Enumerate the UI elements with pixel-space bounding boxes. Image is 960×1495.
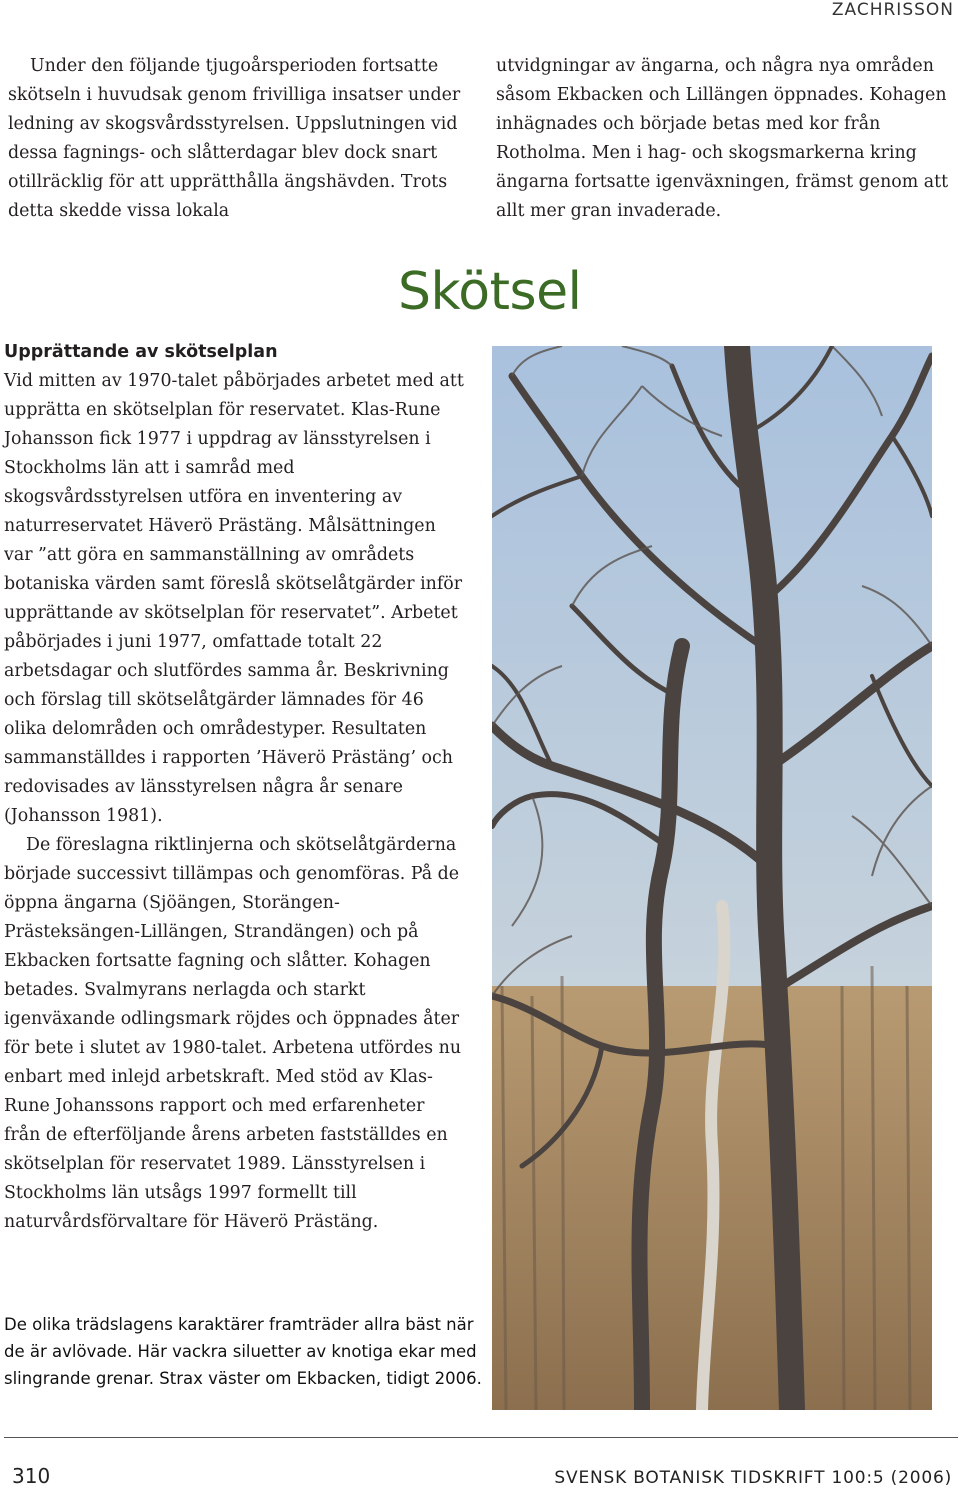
page-number: 310 [12, 1464, 51, 1488]
subheading: Upprättande av skötselplan [4, 342, 278, 362]
body-paragraph-1: Vid mitten av 1970-talet påbörjades arbetet med att upprätta en skötselplan för reservatet. Klas-Rune Johansson fick 1977 i uppdrag av länsstyrelsen i Stockholms län att i samråd med skogsvårdsstyrelsen utföra en inventering av naturreservatet Häverö Prästäng. Målsättningen var ”att göra en sammanställning av områdets botaniska värden samt föreslå skötselåtgärder inför upprättande av skötselplan för reservatet”. Arbetet påbörjades i juni 1977, omfattade totalt 22 arbetsdagar och slutfördes samma år. Beskrivning och förslag till skötselåtgärder lämnades för 46 olika delområden och områdestyper. Resultaten sammanställdes i rapporten ’Häverö Prästäng’ och redovisades av länsstyrelsen några år senare (Johansson 1981). [4, 371, 464, 826]
intro-left-paragraph: Under den följande tjugoårsperioden fortsatte skötseln i huvudsak genom frivilliga insatser under ledning av skogsvårdsstyrelsen. Uppslutningen vid dessa fagnings- och slåtterdagar blev dock snart otillräcklig för att upprätthålla ängshävden. Trots detta skedde vissa lokala [8, 56, 461, 221]
photo-caption: De olika trädslagens karaktärer framträder allra bäst när de är avlövade. Här vackra siluetter av knotiga ekar med slingrande grenar. Strax väster om Ekbacken, tidigt 2006. [4, 1315, 482, 1388]
photo-illustration [492, 346, 932, 1410]
intro-right-column [496, 52, 952, 226]
running-head: ZACHRISSON [831, 0, 954, 20]
footer-rule [4, 1437, 958, 1438]
intro-right-paragraph: utvidgningar av ängarna, och några nya områden såsom Ekbacken och Lillängen öppnades. Kohagen inhägnades och började betas med kor från Rotholma. Men i hag- och skogsmarkerna kring ängarna fortsatte igenväxningen, främst genom att allt mer gran invaderade. [496, 56, 949, 221]
oak-trees-photo [492, 346, 932, 1410]
section-title: Skötsel [398, 262, 582, 322]
body-column [4, 338, 466, 1237]
journal-title: SVENSK BOTANISK TIDSKRIFT 100:5 (2006) [554, 1468, 952, 1488]
intro-left-column [8, 52, 466, 226]
body-paragraph-2: De föreslagna riktlinjerna och skötselåtgärderna började successivt tillämpas och genomföras. På de öppna ängarna (Sjöängen, Storängen-Prästeksängen-Lillängen, Strandängen) och på Ekbacken fortsatte fagning och slåtter. Kohagen betades. Svalmyrans nerlagda och starkt igenväxande odlingsmark röjdes och öppnades åter för bete i slutet av 1980-talet. Arbetena utfördes nu enbart med inlejd arbetskraft. Med stöd av Klas-Rune Johanssons rapport och med erfarenheter från de efterföljande årens arbeten fastställdes en skötselplan för reservatet 1989. Länsstyrelsen i Stockholms län utsågs 1997 formellt till naturvårdsförvaltare för Häverö Prästäng. [4, 835, 462, 1232]
